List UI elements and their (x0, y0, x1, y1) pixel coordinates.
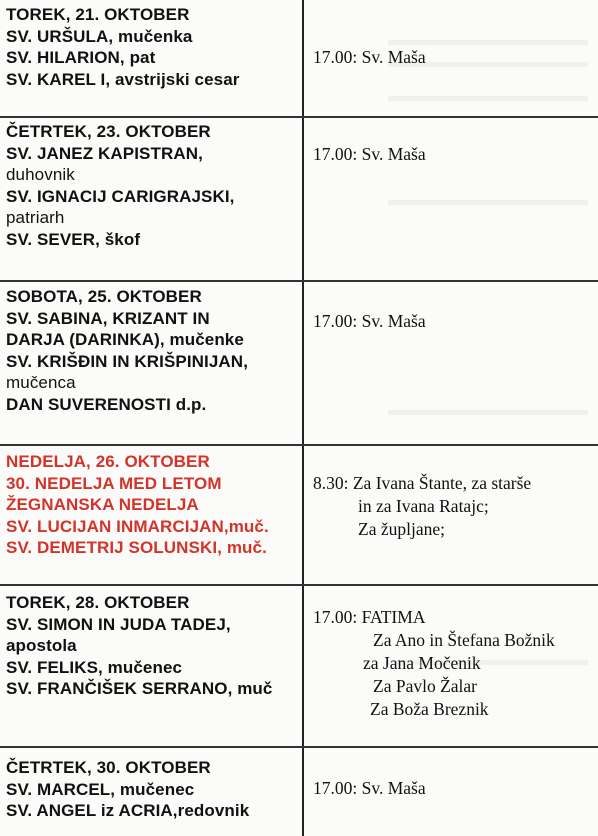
mass-intention: Za Pavlo Žalar (373, 676, 477, 696)
day-info (6, 4, 298, 90)
saint-line: DARJA (DARINKA), mučenke (6, 330, 244, 349)
day-date: TOREK, 21. OKTOBER (6, 5, 190, 24)
schedule-row-6 (0, 748, 598, 836)
saint-line: SV. FELIKS, mučenec (6, 657, 183, 677)
mass-intention: Za župljane; (358, 519, 445, 539)
mass-time: 8.30: Za Ivana Štante, za starše (313, 473, 532, 493)
saint-line: duhovnik (6, 165, 75, 184)
day-info (6, 286, 298, 415)
day-info (6, 121, 298, 250)
mass-time: 17.00: Sv. Maša (313, 311, 426, 331)
mass-intention: Za Boža Breznik (370, 699, 489, 719)
saint-line: mučenca (6, 373, 76, 392)
schedule-row-1 (0, 0, 598, 116)
saint-line: SV. KRIŠĐIN IN KRIŠPINIJAN, (6, 351, 249, 371)
mass-intention: za Jana Močenik (363, 653, 481, 673)
mass-intention: in za Ivana Ratajc; (358, 496, 489, 516)
saint-line: ŽEGNANSKA NEDELJA (6, 495, 199, 514)
mass-time: 17.00: Sv. Maša (313, 778, 426, 798)
saint-line: SV. SIMON IN JUDA TADEJ, (6, 614, 231, 634)
day-date: TOREK, 28. OKTOBER (6, 593, 190, 612)
schedule-row-3 (0, 282, 598, 444)
saint-line: SV. KAREL I, avstrijski cesar (6, 69, 240, 89)
saint-line: SV. JANEZ KAPISTRAN, (6, 143, 203, 163)
day-info (6, 592, 298, 700)
saint-line: patriarh (6, 208, 65, 227)
saint-line: 30. NEDELJA MED LETOM (6, 473, 222, 493)
mass-info (313, 472, 593, 541)
saint-line: SV. HILARION, pat (6, 48, 156, 67)
mass-info (313, 606, 593, 721)
saint-line: SV. MARCEL, mučenec (6, 779, 195, 799)
day-date: ČETRTEK, 23. OKTOBER (6, 122, 211, 141)
saint-line: SV. IGNACIJ CARIGRAJSKI, (6, 186, 235, 206)
schedule-row-4 (0, 446, 598, 584)
day-date: ČETRTEK, 30. OKTOBER (6, 758, 211, 777)
mass-info (313, 777, 593, 800)
day-info (6, 757, 298, 822)
day-date: NEDELJA, 26. OKTOBER (6, 452, 210, 471)
mass-time: 17.00: FATIMA (313, 607, 426, 627)
saint-line: SV. ANGEL iz ACRIA,redovnik (6, 801, 250, 820)
schedule-row-5 (0, 586, 598, 746)
mass-info (313, 143, 593, 166)
saint-line: SV. SABINA, KRIZANT IN (6, 308, 210, 328)
mass-intention: Za Ano in Štefana Božnik (373, 630, 555, 650)
mass-info (313, 46, 593, 69)
saint-line: SV. FRANČIŠEK SERRANO, muč (6, 679, 273, 698)
schedule-row-2 (0, 118, 598, 280)
day-info (6, 451, 298, 559)
saint-line: SV. SEVER, škof (6, 229, 141, 249)
saint-line: SV. DEMETRIJ SOLUNSKI, muč. (6, 538, 267, 557)
mass-info (313, 310, 593, 333)
saint-line: apostola (6, 636, 77, 655)
holiday-line: DAN SUVERENOSTI d.p. (6, 394, 207, 414)
saint-line: SV. URŠULA, mučenka (6, 26, 193, 46)
saint-line: SV. LUCIJAN INMARCIJAN,muč. (6, 516, 269, 536)
mass-time: 17.00: Sv. Maša (313, 144, 426, 164)
day-date: SOBOTA, 25. OKTOBER (6, 287, 202, 306)
mass-time: 17.00: Sv. Maša (313, 47, 426, 67)
